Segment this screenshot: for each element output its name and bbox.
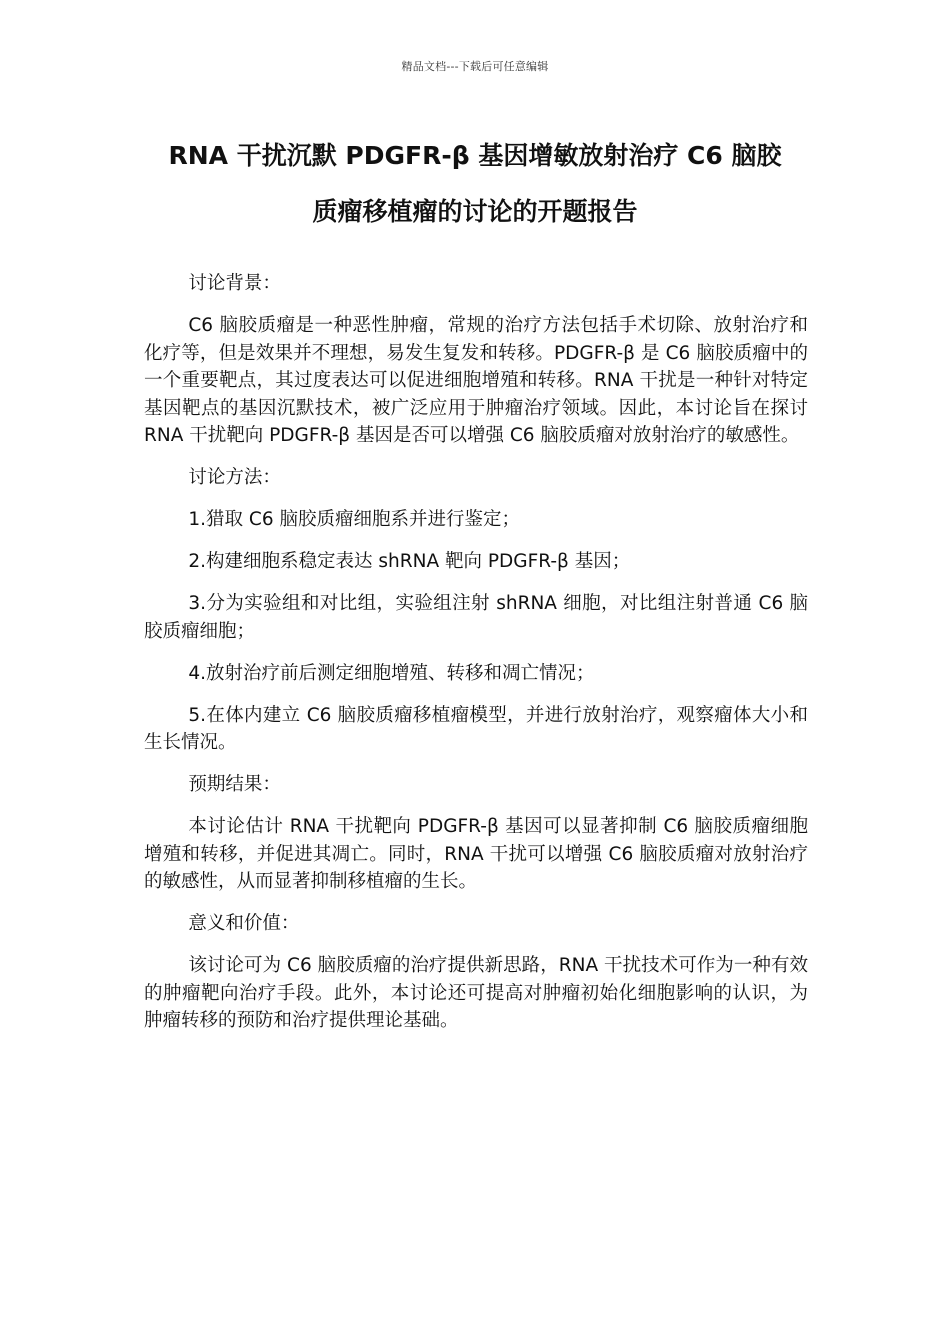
background-paragraph: C6 脑胶质瘤是一种恶性肿瘤，常规的治疗方法包括手术切除、放射治疗和化疗等，但是效果并不理想，易发生复发和转移。PDGFR-β 是 C6 脑胶质瘤中的一个重要靶点，其过度表达可以促进细胞增殖和转移。RNA 干扰是一种针对特定基因靶点的基因沉默技术，被广泛应用于肿瘤治疗领域。因此，本讨论旨在探讨 RNA 干扰靶向 PDGFR-β 基因是否可以增强 C6 脑胶质瘤对放射治疗的敏感性。 [144, 315, 808, 446]
method-step-2: 2.构建细胞系稳定表达 shRNA 靶向 PDGFR-β 基因； [188, 551, 631, 572]
expected-results-paragraph: 本讨论估计 RNA 干扰靶向 PDGFR-β 基因可以显著抑制 C6 脑胶质瘤细胞增殖和转移，并促进其凋亡。同时，RNA 干扰可以增强 C6 脑胶质瘤对放射治疗的敏感性，从而显著抑制移植瘤的生长。 [144, 816, 808, 892]
section-heading-methods: 讨论方法： [188, 467, 281, 488]
page-header-note: 精品文档---下载后可任意编辑 [401, 60, 549, 73]
document-body [144, 270, 808, 1049]
section-heading-background: 讨论背景： [188, 273, 281, 294]
section-heading-significance: 意义和价值： [188, 913, 300, 934]
title-line-1: RNA 干扰沉默 PDGFR-β 基因增敏放射治疗 C6 脑胶 [168, 141, 782, 170]
method-step-4: 4.放射治疗前后测定细胞增殖、转移和凋亡情况； [188, 662, 595, 684]
method-step-5: 5.在体内建立 C6 脑胶质瘤移植瘤模型，并进行放射治疗，观察瘤体大小和生长情况。 [144, 704, 808, 753]
method-step-1: 1.猎取 C6 脑胶质瘤细胞系并进行鉴定； [188, 509, 520, 530]
method-step-3: 3.分为实验组和对比组，实验组注射 shRNA 细胞，对比组注射普通 C6 脑胶质瘤细胞； [144, 593, 808, 642]
title-line-2: 质瘤移植瘤的讨论的开题报告 [312, 197, 638, 226]
document-title [140, 128, 810, 240]
section-heading-expected-results: 预期结果： [188, 774, 281, 795]
significance-paragraph: 该讨论可为 C6 脑胶质瘤的治疗提供新思路，RNA 干扰技术可作为一种有效的肿瘤靶向治疗手段。此外，本讨论还可提高对肿瘤初始化细胞影响的认识，为肿瘤转移的预防和治疗提供理论基础。 [144, 955, 808, 1031]
